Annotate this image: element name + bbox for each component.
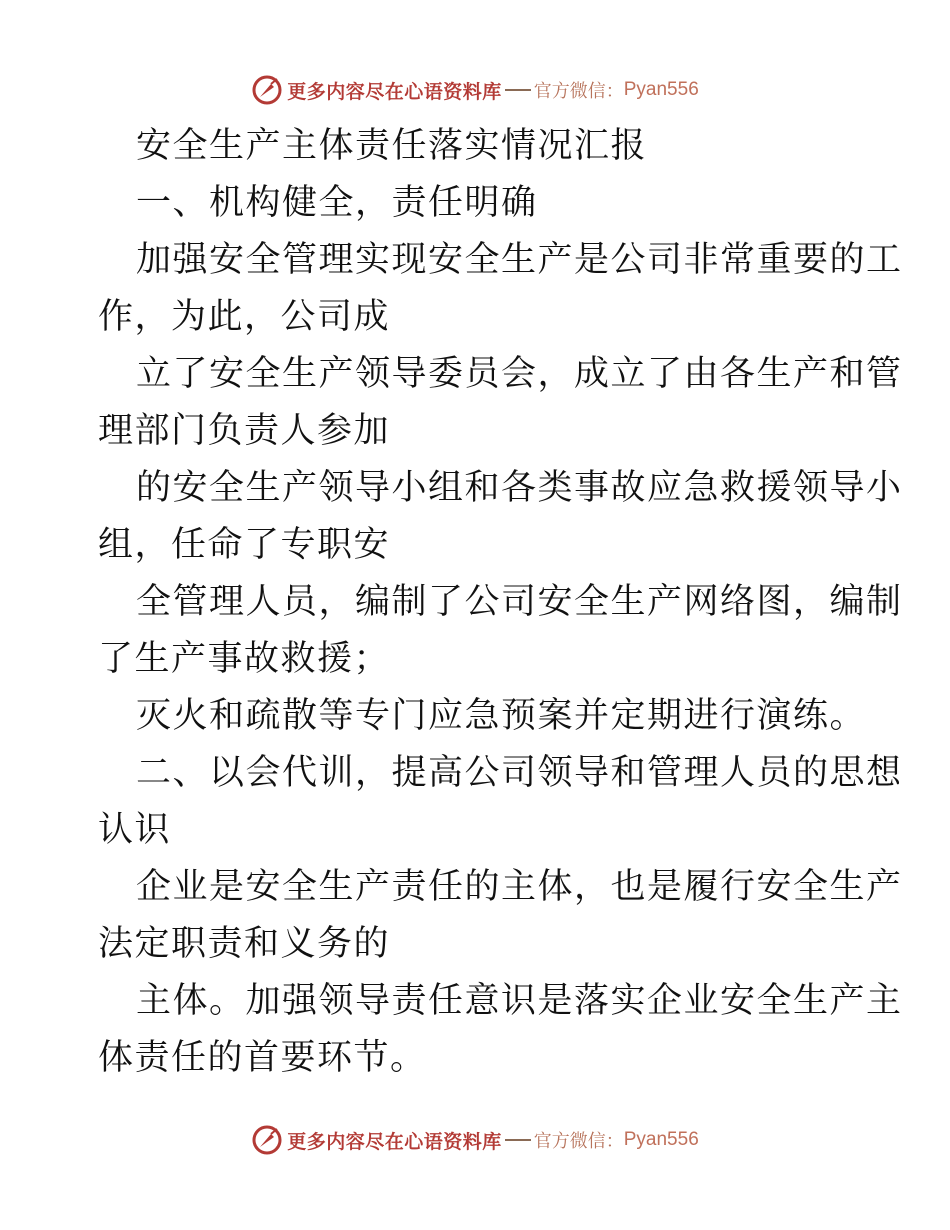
watermark-site-text: 更多内容尽在心语资料库 — [287, 1130, 502, 1153]
document-title: 安全生产主体责任落实情况汇报 — [136, 126, 648, 166]
paragraph-line: 的安全生产领导小组和各类事故应急救援领导小 — [136, 468, 903, 508]
paragraph-line: 体责任的首要环节。 — [98, 1038, 427, 1078]
paragraph-line: 法定职责和义务的 — [98, 924, 391, 964]
section-heading-1: 一、机构健全，责任明确 — [136, 183, 538, 223]
watermark-wechat-label: 官方微信： — [533, 1131, 624, 1152]
paragraph-line: 作，为此，公司成 — [98, 297, 391, 337]
quill-logo-icon — [251, 1124, 283, 1156]
paragraph-line: 加强安全管理实现安全生产是公司非常重要的工 — [136, 240, 903, 280]
watermark-dash — [505, 1139, 531, 1141]
paragraph-line: 企业是安全生产责任的主体，也是履行安全生产 — [136, 867, 903, 907]
watermark-site-text: 更多内容尽在心语资料库 — [287, 80, 502, 103]
watermark-wechat-id: Pyan556 — [623, 79, 699, 100]
section-heading-2: 二、以会代训，提高公司领导和管理人员的思想 — [136, 753, 903, 793]
document-body — [98, 118, 903, 1087]
paragraph-line: 了生产事故救援； — [98, 639, 391, 679]
paragraph-line: 理部门负责人参加 — [98, 411, 391, 451]
footer-watermark — [0, 1120, 950, 1160]
watermark-wechat-label: 官方微信： — [533, 81, 624, 102]
paragraph-line: 主体。加强领导责任意识是落实企业安全生产主 — [136, 981, 903, 1021]
paragraph-line: 立了安全生产领导委员会，成立了由各生产和管 — [136, 354, 903, 394]
paragraph-line: 全管理人员，编制了公司安全生产网络图，编制 — [136, 582, 903, 622]
paragraph-line: 灭火和疏散等专门应急预案并定期进行演练。 — [136, 696, 867, 736]
section-heading-2-continued: 认识 — [98, 810, 172, 850]
header-watermark — [0, 70, 950, 110]
watermark-dash — [505, 89, 531, 91]
paragraph-line: 组，任命了专职安 — [98, 525, 391, 565]
watermark-wechat-id: Pyan556 — [623, 1129, 699, 1150]
quill-logo-icon — [251, 74, 283, 106]
